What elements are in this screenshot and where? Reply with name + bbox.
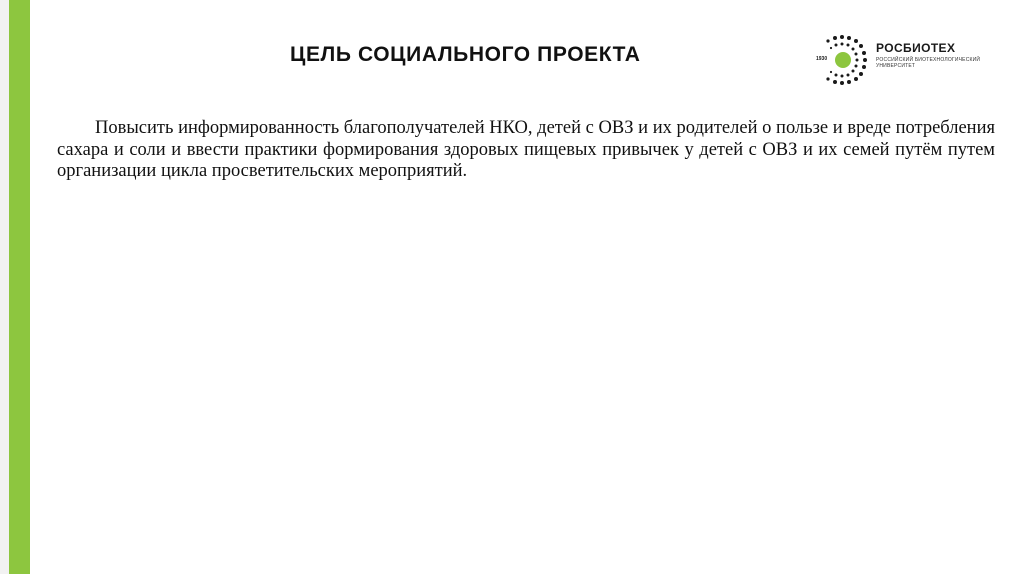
logo-subtitle: РОССИЙСКИЙ БИОТЕХНОЛОГИЧЕСКИЙ УНИВЕРСИТЕТ xyxy=(876,57,981,69)
university-logo xyxy=(812,32,988,88)
logo-name: РОСБИОТЕХ xyxy=(876,41,956,55)
logo-year: 1930 xyxy=(816,56,828,62)
left-margin xyxy=(0,0,9,574)
goal-paragraph: Повысить информированность благополучателей НКО, детей с ОВЗ и их родителей о пользе и вреде потребления сахара и соли и ввести практики формирования здоровых пищевых привычек у детей с ОВЗ и их семей путём путем организации цикла просветительских мероприятий. xyxy=(57,118,995,181)
accent-bar xyxy=(9,0,30,574)
slide-title: ЦЕЛЬ СОЦИАЛЬНОГО ПРОЕКТА xyxy=(290,43,641,66)
